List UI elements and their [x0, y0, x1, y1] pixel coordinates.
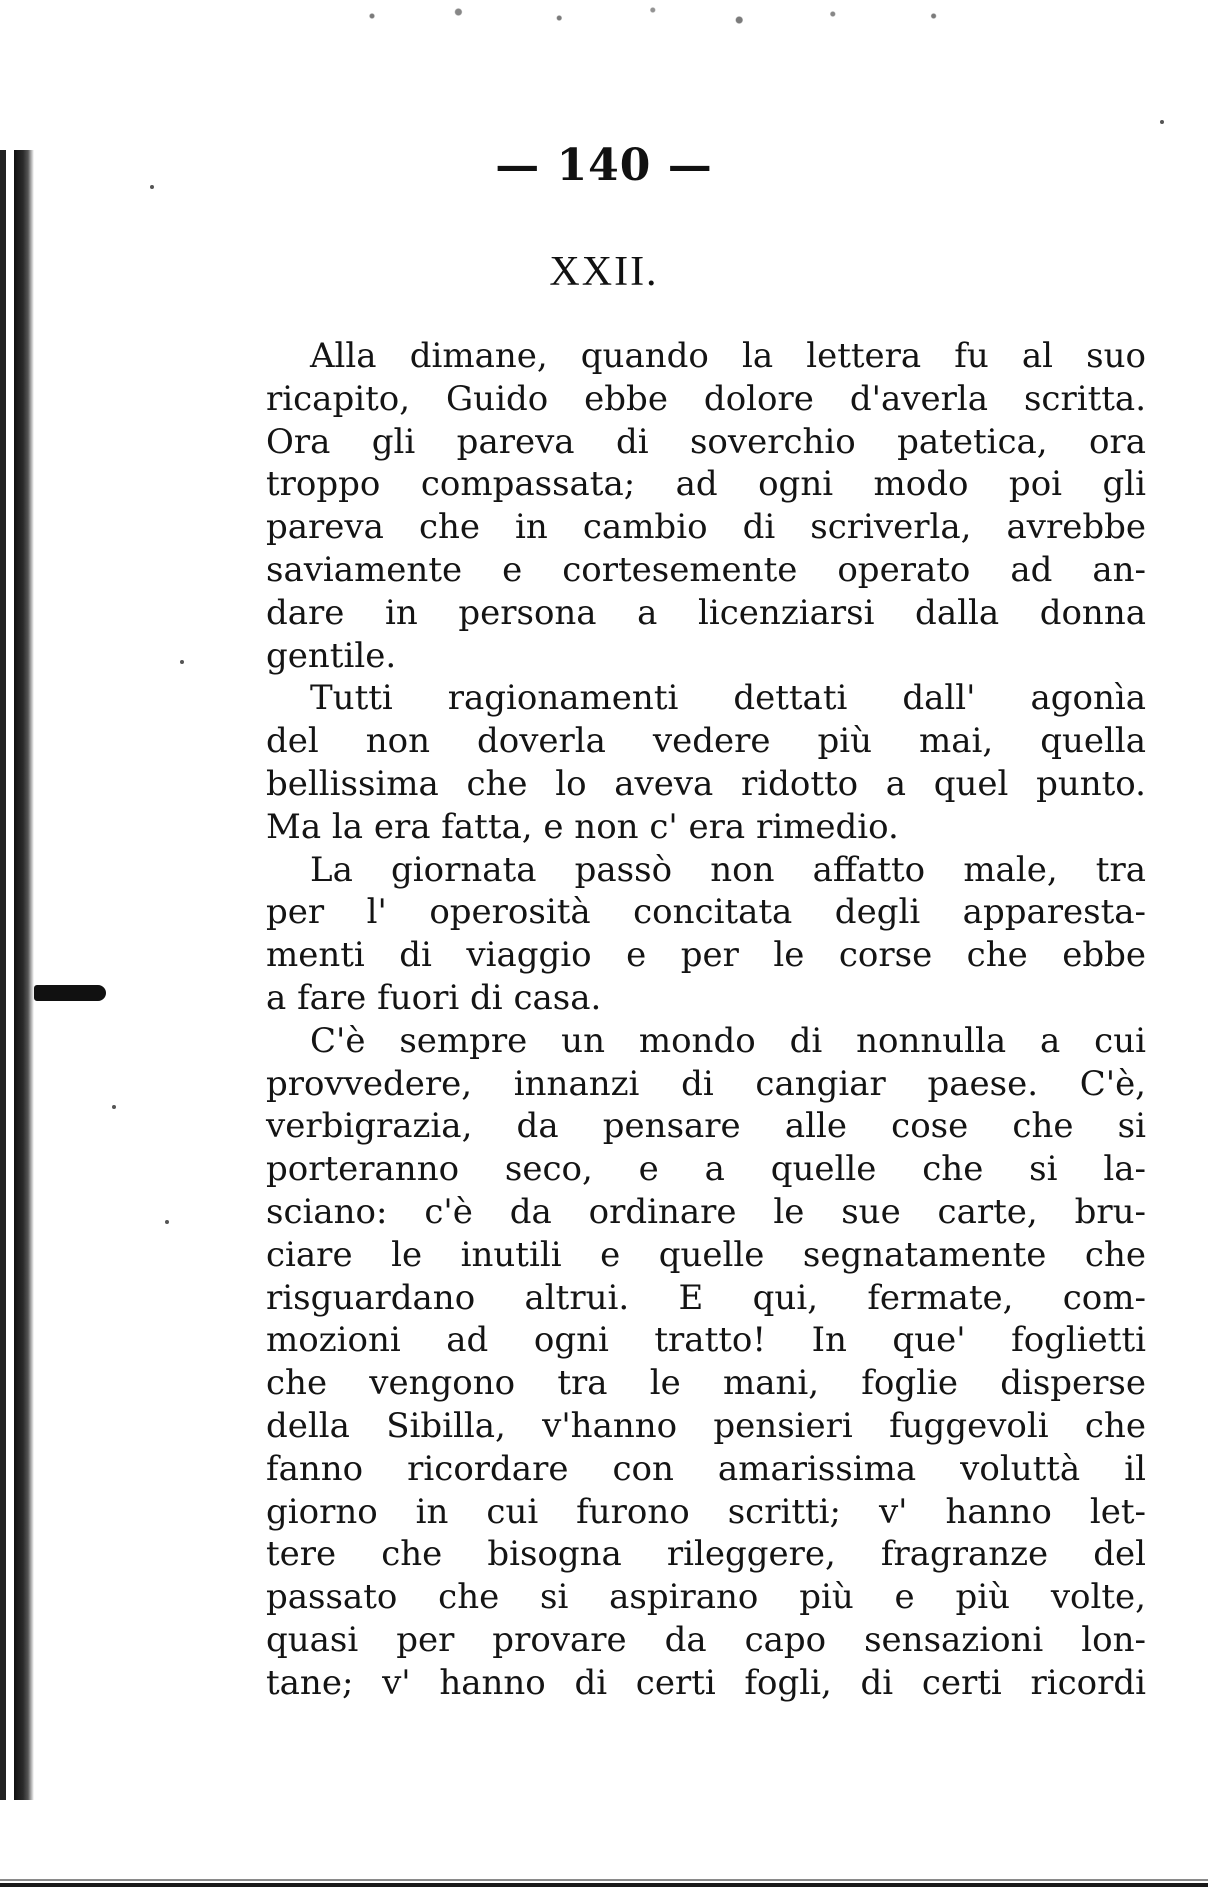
- text-line: provvedere, innanzi di cangiar paese. C'è,: [266, 1063, 1146, 1104]
- page-number: — 140 —: [495, 140, 713, 191]
- text-line: sciano: c'è da ordinare le sue carte, bru-: [266, 1191, 1146, 1232]
- text-line: risguardano altrui. E qui, fermate, com-: [266, 1277, 1146, 1318]
- scan-speck: [165, 1220, 169, 1224]
- scan-speck: [112, 1105, 116, 1109]
- text-line: Ora gli pareva di soverchio patetica, ora: [266, 421, 1146, 462]
- scan-bottom-rule: [0, 1883, 1208, 1887]
- text-line: verbigrazia, da pensare alle cose che si: [266, 1106, 1146, 1147]
- text-line: per l' operosità concitata degli apparesta-: [266, 892, 1146, 933]
- text-line: gentile.: [266, 635, 397, 676]
- text-line: dare in persona a licenziarsi dalla donna: [266, 592, 1146, 633]
- text-line: del non doverla vedere più mai, quella: [266, 721, 1146, 762]
- scan-speck: [180, 660, 184, 664]
- text-line: giorno in cui furono scritti; v' hanno let-: [266, 1491, 1146, 1532]
- text-line: menti di viaggio e per le corse che ebbe: [266, 935, 1146, 976]
- text-line: porteranno seco, e a quelle che si la-: [266, 1149, 1146, 1190]
- scan-bottom-edge: [0, 1879, 1208, 1881]
- text-line: troppo compassata; ad ogni modo poi gli: [266, 464, 1146, 505]
- text-line: passato che si aspirano più e più volte,: [266, 1577, 1146, 1618]
- text-line: bellissima che lo aveva ridotto a quel punto.: [266, 763, 1146, 804]
- text-line: quasi per provare da capo sensazioni lon-: [266, 1619, 1146, 1660]
- text-line: tere che bisogna rileggere, fragranze del: [266, 1534, 1146, 1575]
- text-line: della Sibilla, v'hanno pensieri fuggevoli che: [266, 1405, 1146, 1446]
- text-line: tane; v' hanno di certi fogli, di certi ricordi: [266, 1662, 1146, 1703]
- scan-edge-shadow: [0, 150, 6, 1800]
- text-line: che vengono tra le mani, foglie disperse: [266, 1363, 1146, 1404]
- text-line: ricapito, Guido ebbe dolore d'averla scritta.: [266, 378, 1146, 419]
- chapter-heading: XXII.: [549, 249, 659, 295]
- text-line: ciare le inutili e quelle segnatamente che: [266, 1234, 1146, 1275]
- text-line: Alla dimane, quando la lettera fu al suo: [310, 336, 1146, 376]
- scan-speck: [1160, 120, 1164, 124]
- text-line: C'è sempre un mondo di nonnulla a cui: [310, 1020, 1146, 1061]
- text-line: a fare fuori di casa.: [266, 977, 602, 1018]
- text-line: Tutti ragionamenti dettati dall' agonìa: [310, 678, 1146, 719]
- text-line: La giornata passò non affatto male, tra: [310, 849, 1146, 890]
- text-line: fanno ricordare con amarissima voluttà il: [266, 1448, 1146, 1489]
- text-line: Ma la era fatta, e non c' era rimedio.: [266, 806, 899, 847]
- scan-noise: [300, 0, 1020, 40]
- ink-blot: [34, 985, 106, 1001]
- body-text: [266, 335, 1146, 1705]
- scan-binding-edge: [14, 150, 34, 1800]
- text-line: mozioni ad ogni tratto! In que' foglietti: [266, 1320, 1146, 1361]
- text-line: pareva che in cambio di scriverla, avrebbe: [266, 507, 1146, 548]
- text-line: saviamente e cortesemente operato ad an-: [266, 549, 1146, 590]
